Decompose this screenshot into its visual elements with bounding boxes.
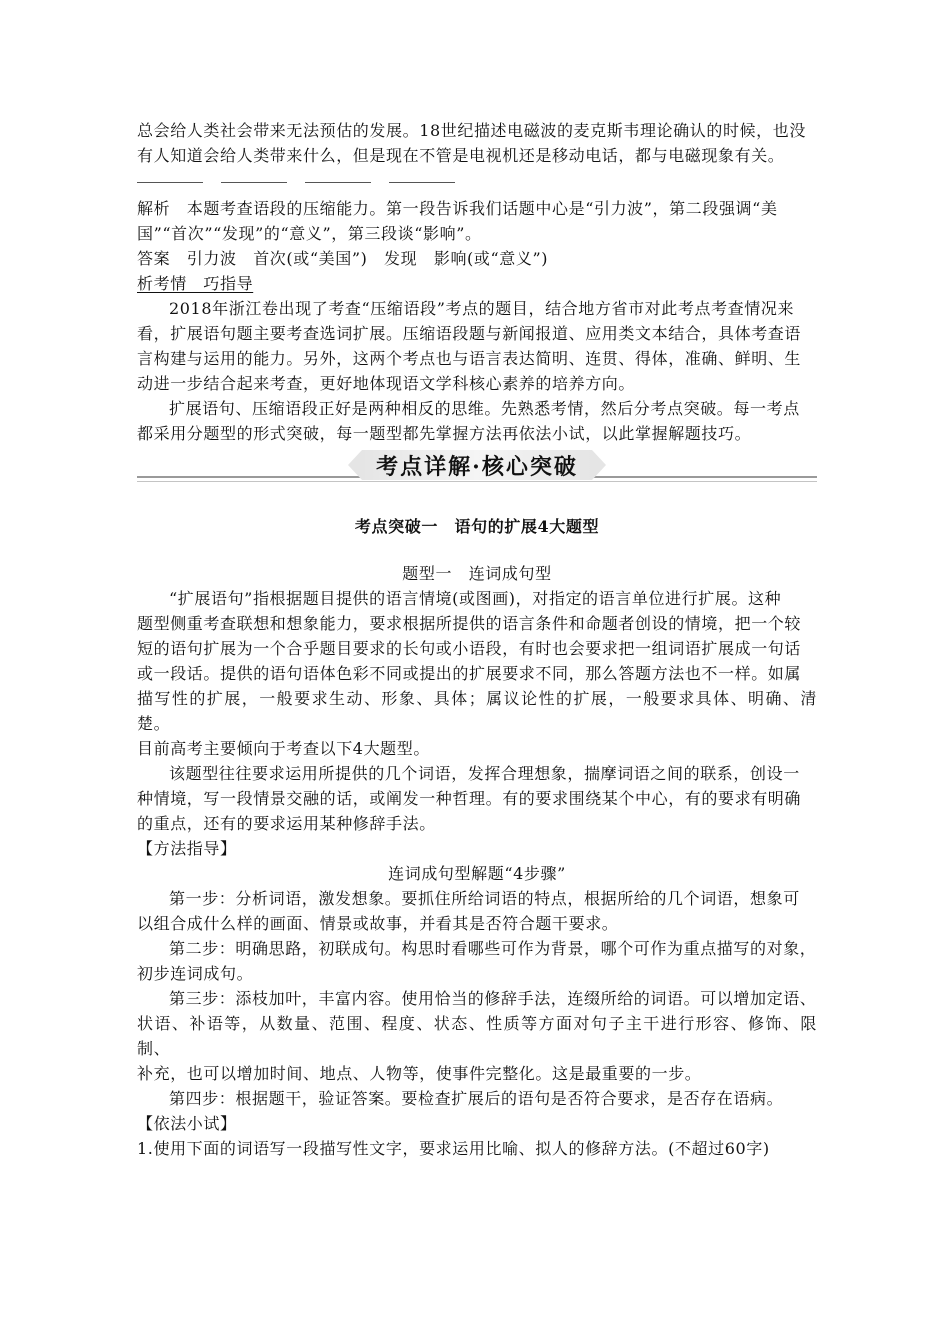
step-3-line-3: 补充，也可以增加时间、地点、人物等，使事件完整化。这是最重要的一步。: [137, 1064, 702, 1083]
type-desc-line-3: 的重点，还有的要求运用某种修辞手法。: [137, 814, 436, 833]
analysis-line-2: 国”“首次”“发现”的“意义”，第三段谈“影响”。: [137, 224, 482, 243]
step-2-line-1: 第二步：明确思路，初联成句。构思时看哪些可作为背景，哪个可作为重点描写的对象，: [169, 939, 817, 958]
question-1: 1.使用下面的词语写一段描写性文字，要求运用比喻、拟人的修辞方法。(不超过60字): [137, 1139, 770, 1158]
steps-title: 连词成句型解题“4步骤”: [388, 864, 566, 883]
answer-blank-4: [389, 182, 455, 183]
banner-plate: [362, 450, 592, 480]
answer-blank-3: [305, 182, 371, 183]
section-heading: 析考情 巧指导: [137, 274, 254, 293]
practice-label: 【依法小试】: [137, 1114, 237, 1133]
document-page: [137, 118, 817, 1161]
section-banner: [137, 450, 817, 494]
intro-line-2: 有人知道会给人类带来什么，但是现在不管是电视机还是移动电话，都与电磁现象有关。: [137, 146, 785, 165]
step-2-line-2: 初步连词成句。: [137, 964, 254, 983]
expand-intro-line-1: “扩展语句”指根据题目提供的语言情境(或图画)，对指定的语言单位进行扩展。这种: [169, 589, 782, 608]
answer-blank-2: [221, 182, 287, 183]
exam-info-line-6: 都采用分题型的形式突破，每一题型都先掌握方法再依法小试，以此掌握解题技巧。: [137, 424, 752, 443]
analysis-line-1: 解析 本题考查语段的压缩能力。第一段告诉我们话题中心是“引力波”，第二段强调“美: [137, 199, 778, 218]
step-4-line-1: 第四步：根据题干，验证答案。要检查扩展后的语句是否符合要求，是否存在语病。: [169, 1089, 784, 1108]
exam-info-line-5: 扩展语句、压缩语段正好是两种相反的思维。先熟悉考情，然后分考点突破。每一考点: [169, 399, 800, 418]
expand-intro-line-4: 或一段话。提供的语句语体色彩不同或提出的扩展要求不同，那么答题方法也不一样。如属: [137, 664, 802, 683]
expand-intro-line-5: 描写性的扩展，一般要求生动、形象、具体；属议论性的扩展，一般要求具体、明确、清楚。: [137, 689, 817, 733]
step-3-line-2: 状语、补语等，从数量、范围、程度、状态、性质等方面对句子主干进行形容、修饰、限制、: [137, 1014, 817, 1058]
answer-blank-1: [137, 182, 203, 183]
answer-line: 答案 引力波 首次(或“美国”) 发现 影响(或“意义”): [137, 249, 549, 268]
intro-line-1: 总会给人类社会带来无法预估的发展。18世纪描述电磁波的麦克斯韦理论确认的时候，也没: [137, 121, 806, 140]
exam-info-line-4: 动进一步结合起来考查，更好地体现语文学科核心素养的培养方向。: [137, 374, 636, 393]
expand-intro-line-6: 目前高考主要倾向于考查以下4大题型。: [137, 739, 430, 758]
method-label: 【方法指导】: [137, 839, 237, 858]
exam-info-line-2: 看，扩展语句题主要考查选词扩展。压缩语段题与新闻报道、应用类文本结合，具体考查语: [137, 324, 802, 343]
expand-intro-line-3: 短的语句扩展为一个合乎题目要求的长句或小语段，有时也会要求把一组词语扩展成一句话: [137, 639, 802, 658]
question-type-title: 题型一 连词成句型: [402, 564, 552, 583]
expand-intro-line-2: 题型侧重考查联想和想象能力，要求根据所提供的语言条件和命题者创设的情境，把一个较: [137, 614, 802, 633]
step-3-line-1: 第三步：添枝加叶，丰富内容。使用恰当的修辞手法，连缀所给的词语。可以增加定语、: [169, 989, 817, 1008]
exam-info-line-3: 言构建与运用的能力。另外，这两个考点也与语言表达简明、连贯、得体，准确、鲜明、生: [137, 349, 802, 368]
banner-title: 考点详解·核心突破: [376, 453, 578, 480]
type-desc-line-2: 种情境，写一段情景交融的话，或阐发一种哲理。有的要求围绕某个中心，有的要求有明确: [137, 789, 802, 808]
step-1-line-1: 第一步：分析词语，激发想象。要抓住所给词语的特点，根据所给的几个词语，想象可: [169, 889, 800, 908]
exam-info-line-1: 2018年浙江卷出现了考查“压缩语段”考点的题目，结合地方省市对此考点考查情况来: [169, 299, 795, 318]
step-1-line-2: 以组合成什么样的画面、情景或故事，并看其是否符合题干要求。: [137, 914, 619, 933]
banner-rule-thin: [137, 481, 817, 482]
key-point-title: 考点突破一 语句的扩展4大题型: [354, 517, 600, 536]
answer-blanks: [137, 168, 817, 196]
type-desc-line-1: 该题型往往要求运用所提供的几个词语，发挥合理想象，揣摩词语之间的联系，创设一: [169, 764, 800, 783]
